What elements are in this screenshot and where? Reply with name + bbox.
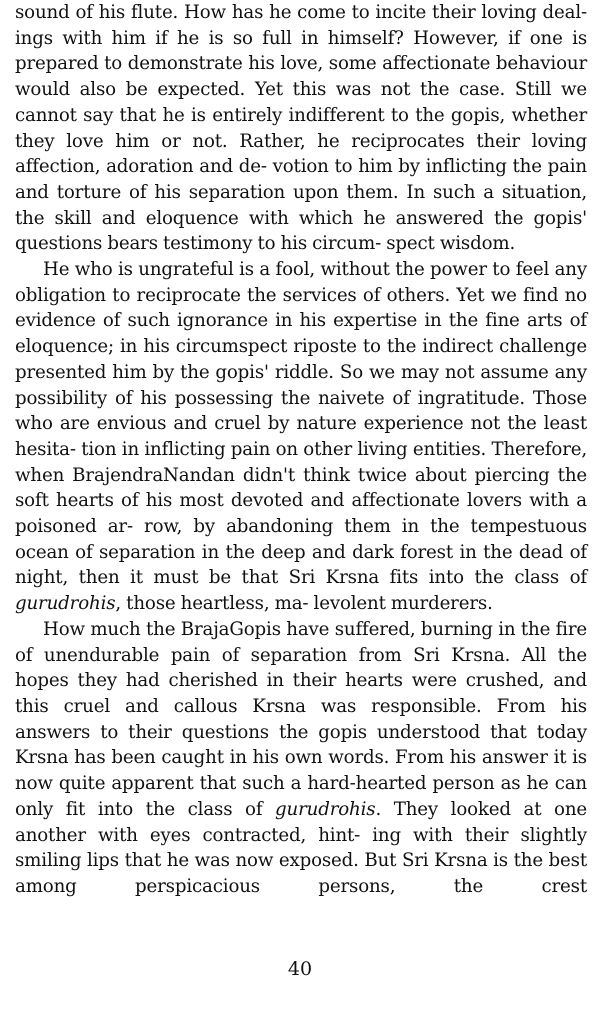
italic-term: gurudrohis [275,798,376,820]
italic-term: gurudrohis [15,593,116,615]
paragraph [15,257,587,617]
paragraph [15,617,587,900]
text-segment: How much the BrajaGopis have suffered, burning in the fire of unendurable pain of separation from Sri Krsna. All the hopes they had cherished in their hearts were crushed, and this cruel and callous Krsna was responsible. From his answers to their questions the gopis understood that today Krsna has been caught in his own words. From his answer it is now quite apparent that such a hard-hearted person as he can only fit into the class of [15,618,587,820]
paragraph [15,0,587,257]
text-segment: sound of his flute. How has he come to incite their loving deal- ings with him if he is so full in himself? However, if one is prepared to demonstrate his love, some affectionate behaviour would also be expected. Yet this was not the case. Still we cannot say that he is entirely indifferent to the gopis, whether they love him or not. Rather, he reciprocates their loving affection, adoration and de- votion to him by inflicting the pain and torture of his separation upon them. In such a situation, the skill and eloquence with which he answered the gopis' questions bears testimony to his circum- spect wisdom. [15,2,587,255]
body-text [15,0,587,900]
text-segment: . They looked at one another with eyes contracted, hint- ing with their slightly smiling lips that he was now exposed. But Sri Krsna is the best among perspicacious persons, the crest [15,798,587,897]
text-segment: , those heartless, ma- levolent murderers. [115,593,493,615]
page-number: 40 [287,958,313,980]
text-segment: He who is ungrateful is a fool, without the power to feel any obligation to reciprocate the services of others. Yet we find no evidence of such ignorance in his expertise in the fine arts of eloquence; in his circumspect riposte to the indirect challenge presented him by the gopis' riddle. So we may not assume any possibility of his possessing the naivete of ingratitude. Those who are envious and cruel by nature experience not the least hesita- tion in inflicting pain on other living entities. Therefore, when BrajendraNandan didn't think twice about piercing the soft hearts of his most devoted and affectionate lovers with a poisoned ar- row, by abandoning them in the tempestuous ocean of separation in the deep and dark forest in the dead of night, then it must be that Sri Krsna fits into the class of [15,259,587,589]
